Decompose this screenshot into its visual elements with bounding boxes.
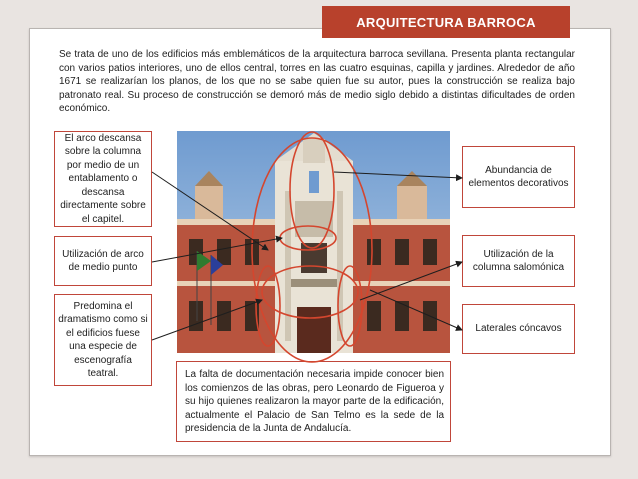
label-arch-entablature: El arco descansa sobre la columna por medio de un entablamento o descansa directamente sobre el capitel. [54,131,152,227]
arrow-dramatism [152,300,262,340]
label-round-arch: Utilización de arco de medio punto [54,236,152,286]
arrow-concave [370,290,462,330]
caption-box: La falta de documentación necesaria impide conocer bien los comienzos de las obras, pero Leonardo de Figueroa y su hijo quienes realizaron la mayor parte de la edificación, actualmente el Palacio de San Telmo es la sede de la presidencia de la Junta de Andalucía. [176,361,451,442]
arrow-solomonic [360,262,462,300]
label-decorative-elements: Abundancia de elementos decorativos [462,146,575,208]
arrow-entablature [152,172,268,250]
arrow-round-arch [152,238,282,262]
ellipse-portal [262,266,358,318]
slide-title: ARQUITECTURA BARROCA [322,6,570,38]
ellipse-upper-ornament [290,132,334,248]
label-concave-sides: Laterales cóncavos [462,304,575,354]
label-dramatism: Predomina el dramatismo como si el edificios fuese una especie de escenografía teatral. [54,294,152,386]
label-solomonic-column: Utilización de la columna salomónica [462,235,575,287]
intro-paragraph: Se trata de uno de los edificios más emblemáticos de la arquitectura barroca sevillana. Presenta planta rectangular con varios patios interiores, uno de ellos central, torres en las cuatro esquinas, capilla y jardines. Alrededor de año 1671 se realizarían los planos, de los que no se sabe quien fue su autor, pues la construcción se realiza bajo patronato real. Su proceso de construcción se demoró más de medio siglo debido a distintas dificultades de orden económico. [59,49,575,115]
arrow-decorative [334,172,462,178]
